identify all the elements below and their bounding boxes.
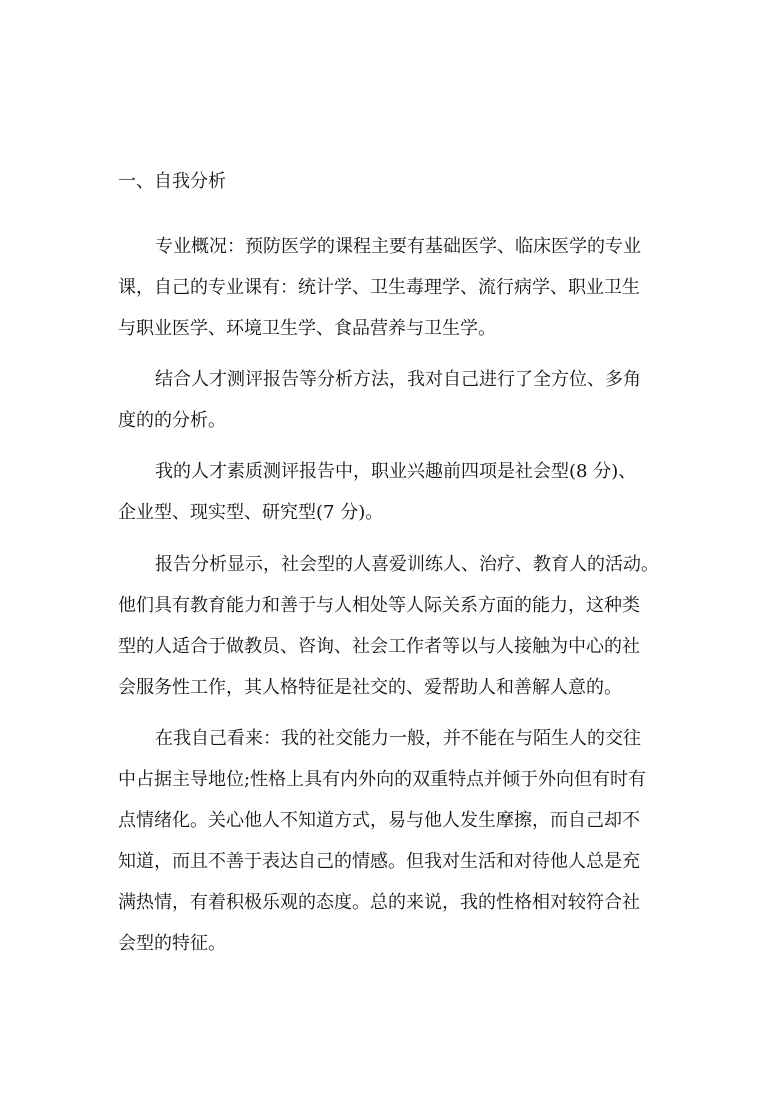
line-text: 中占据主导地位;性格上具有内外向的双重特点并倾于外向但有时有 (118, 769, 647, 790)
line-text: 我的人才素质测评报告中，职业兴趣前四项是社会型(8 分)、 (155, 461, 637, 482)
line-text: 与职业医学、环境卫生学、食品营养与卫生学。 (118, 318, 496, 339)
line-text: 课，自己的专业课有：统计学、卫生毒理学、流行病学、职业卫生 (118, 277, 640, 298)
line-text: 报告分析显示，社会型的人喜爱训练人、治疗、教育人的活动。 (155, 554, 659, 575)
section-heading-text: 一、自我分析 (118, 171, 226, 192)
line-text: 型的人适合于做教员、咨询、社会工作者等以与人接触为中心的社 (118, 636, 640, 657)
line-text: 会服务性工作，其人格特征是社交的、爱帮助人和善解人意的。 (118, 677, 622, 698)
line-text: 他们具有教育能力和善于与人相处等人际关系方面的能力，这种类 (118, 595, 640, 616)
line-text: 会型的特征。 (118, 933, 226, 954)
line-text: 满热情，有着积极乐观的态度。总的来说，我的性格相对较符合社 (118, 892, 640, 913)
line-text: 在我自己看来：我的社交能力一般，并不能在与陌生人的交往 (155, 728, 641, 749)
line-text: 点情绪化。关心他人不知道方式，易与他人发生摩擦，而自己却不 (118, 810, 640, 831)
line-text: 知道，而且不善于表达自己的情感。但我对生活和对待他人总是充 (118, 851, 640, 872)
line-text: 度的的分析。 (118, 410, 226, 431)
line-text: 结合人才测评报告等分析方法，我对自己进行了全方位、多角 (155, 369, 641, 390)
line-text: 专业概况：预防医学的课程主要有基础医学、临床医学的专业 (155, 236, 641, 257)
line-text: 企业型、现实型、研究型(7 分)。 (118, 502, 384, 523)
